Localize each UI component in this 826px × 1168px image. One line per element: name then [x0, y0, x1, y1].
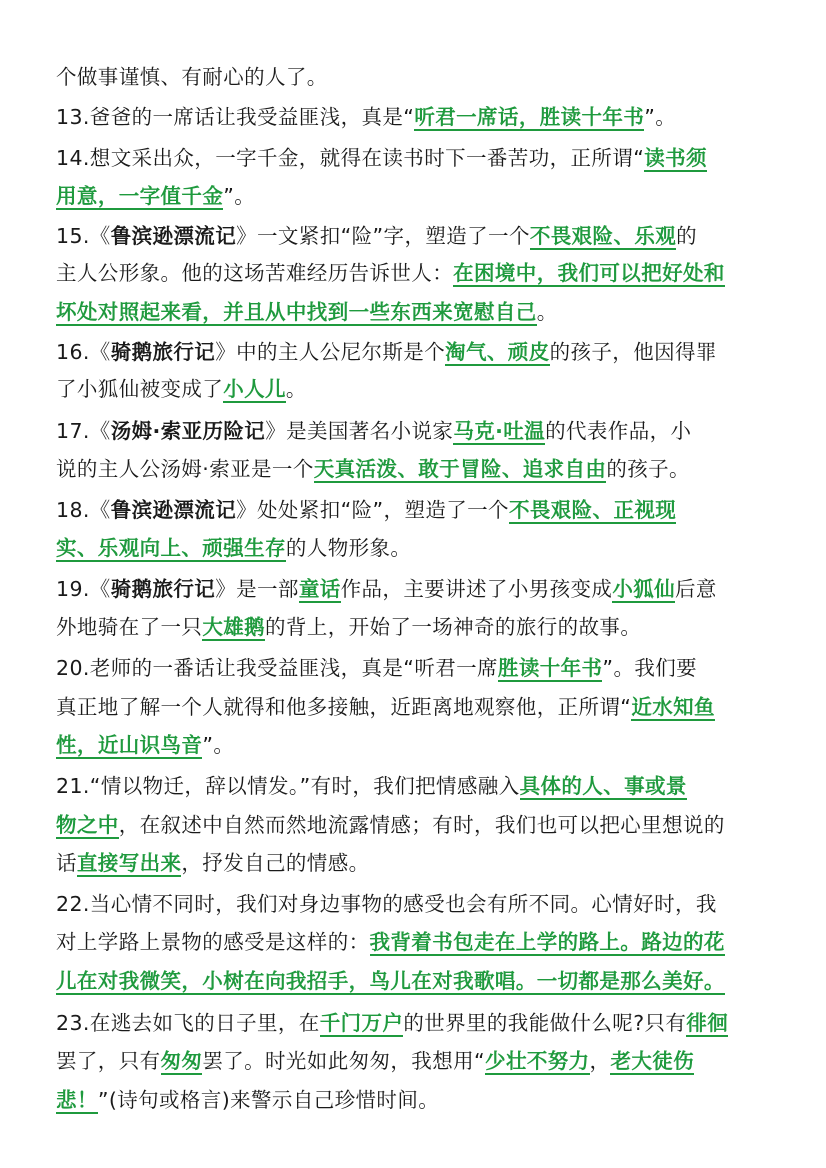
answer-text: 我背着书包走在上学的路上。路边的花: [369, 930, 725, 954]
body-text: 个做事谨慎、有耐心的人了。: [56, 65, 328, 89]
body-text: 21.“情以物迁，辞以情发。”有时，我们把情感融入: [56, 774, 520, 798]
body-text: ，: [589, 1049, 611, 1073]
text-line: [56, 1008, 778, 1038]
answer-text: 老大徒伤: [610, 1049, 695, 1073]
answer-text: ，: [518, 105, 540, 129]
text-line: [56, 848, 778, 878]
book-title: 汤姆·索亚历险记: [110, 419, 266, 443]
answer-text: ！: [76, 1088, 98, 1112]
text-line: [56, 966, 778, 996]
body-text: 外地骑在了一只: [56, 615, 203, 639]
body-text: ”。: [202, 733, 235, 757]
answer-text: 一字值千金: [118, 184, 224, 208]
book-title: 骑鹅旅行记: [110, 577, 216, 601]
answer-text: 性: [56, 733, 77, 757]
text-line: [56, 62, 778, 92]
body-text: 。: [285, 377, 307, 401]
answer-text: 物之中: [56, 813, 119, 837]
body-text: 罢了，只有: [56, 1049, 161, 1073]
body-text: 的背上，开始了一场神奇的旅行的故事。: [265, 615, 642, 639]
text-line: [56, 1085, 778, 1115]
answer-text: 徘徊: [686, 1011, 729, 1035]
answer-text: 儿在对我微笑，小树在向我招手，鸟儿在对我歌唱。一切都是那么美好。: [56, 969, 725, 993]
answer-text: 坏处对照起来看，并且从中找到一些东西来宽慰自己: [56, 300, 537, 324]
answer-text: 千门万户: [319, 1011, 404, 1035]
text-line: [56, 416, 778, 446]
text-line: [56, 102, 778, 132]
text-line: [56, 143, 778, 173]
body-text: 》是美国著名小说家: [265, 419, 454, 443]
body-text: 的孩子。: [606, 457, 690, 481]
body-text: 真正地了解一个人就得和他多接触，近距离地观察他，正所谓“: [56, 695, 632, 719]
body-text: 14.想文采出众，一字千金，就得在读书时下一番苦功，正所谓“: [56, 146, 645, 170]
text-line: [56, 612, 778, 642]
body-text: ”。: [223, 184, 256, 208]
answer-text: 实、乐观向上、顽强生存: [56, 536, 286, 560]
body-text: 》是一部: [215, 577, 299, 601]
book-title: 鲁滨逊漂流记: [110, 224, 237, 248]
body-text: 说的主人公汤姆·索亚是一个: [56, 457, 314, 481]
answer-text: 悲: [56, 1088, 77, 1112]
body-text: 的人物形象。: [285, 536, 412, 560]
answer-text: 少壮不努力: [485, 1049, 590, 1073]
answer-text: ，: [76, 733, 98, 757]
body-text: 后意: [675, 577, 717, 601]
text-line: [56, 374, 778, 404]
answer-text: 直接写出来: [76, 851, 182, 875]
body-text: 》一文紧扣“险”字，塑造了一个: [236, 224, 530, 248]
body-text: 》处处紧扣“险”，塑造了一个: [236, 498, 509, 522]
answer-text: 马克·吐温: [453, 419, 546, 443]
answer-text: 近山识鸟音: [97, 733, 203, 757]
body-text: 18.《: [56, 498, 111, 522]
text-line: [56, 889, 778, 919]
body-text: 的代表作品，小: [545, 419, 692, 443]
answer-text: 近水知鱼: [631, 695, 715, 719]
body-text: 的孩子，他因得罪: [549, 340, 717, 364]
answer-text: 胜读十年书: [539, 105, 645, 129]
text-line: [56, 181, 778, 211]
book-title: 骑鹅旅行记: [110, 340, 216, 364]
text-line: [56, 337, 778, 367]
text-line: [56, 653, 778, 683]
answer-text: 听君一席话: [414, 105, 519, 129]
text-line: [56, 574, 778, 604]
answer-text: 匆匆: [160, 1049, 203, 1073]
body-text: 22.当心情不同时，我们对身边事物的感受也会有所不同。心情好时，我: [56, 892, 717, 916]
body-text: 16.《: [56, 340, 111, 364]
text-line: [56, 1046, 778, 1076]
body-text: 对上学路上景物的感受是这样的：: [56, 930, 370, 954]
text-line: [56, 730, 778, 760]
body-text: ”(诗句或格言)来警示自己珍惜时间。: [97, 1088, 440, 1112]
text-line: [56, 495, 778, 525]
body-text: 19.《: [56, 577, 111, 601]
body-text: ，在叙述中自然而然地流露情感；有时，我们也可以把心里想说的: [118, 813, 725, 837]
text-line: [56, 692, 778, 722]
body-text: 作品，主要讲述了小男孩变成: [340, 577, 613, 601]
body-text: 。: [536, 300, 558, 324]
body-text: 17.《: [56, 419, 111, 443]
body-text: 的: [676, 224, 698, 248]
answer-text: 童话: [298, 577, 341, 601]
answer-text: 不畏艰险、乐观: [529, 224, 677, 248]
answer-text: 淘气、顽皮: [445, 340, 550, 364]
body-text: 20.老师的一番话让我受益匪浅，真是“听君一席: [56, 656, 498, 680]
body-text: 》中的主人公尼尔斯是个: [215, 340, 446, 364]
book-title: 鲁滨逊漂流记: [110, 498, 237, 522]
body-text: ”。: [644, 105, 677, 129]
text-line: [56, 533, 778, 563]
text-line: [56, 297, 778, 327]
answer-text: 在困境中，我们可以把好处和: [453, 261, 725, 285]
answer-text: 天真活泼、敢于冒险、追求自由: [313, 457, 607, 481]
body-text: 15.《: [56, 224, 111, 248]
text-line: [56, 927, 778, 957]
body-text: 的世界里的我能做什么呢?只有: [403, 1011, 687, 1035]
body-text: ，抒发自己的情感。: [181, 851, 370, 875]
body-text: 罢了。时光如此匆匆，我想用“: [202, 1049, 486, 1073]
answer-text: 胜读十年书: [497, 656, 603, 680]
answer-text: ，: [97, 184, 119, 208]
body-text: 话: [56, 851, 77, 875]
body-text: 主人公形象。他的这场苦难经历告诉世人：: [56, 261, 454, 285]
body-text: ”。我们要: [602, 656, 698, 680]
body-text: 13.爸爸的一席话让我受益匪浅，真是“: [56, 105, 415, 129]
body-text: 23.在逃去如飞的日子里，在: [56, 1011, 320, 1035]
text-line: [56, 221, 778, 251]
answer-text: 具体的人、事或景: [519, 774, 687, 798]
text-line: [56, 810, 778, 840]
body-text: 了小狐仙被变成了: [56, 377, 224, 401]
answer-text: 小狐仙: [612, 577, 676, 601]
answer-text: 大雄鹅: [202, 615, 266, 639]
text-line: [56, 771, 778, 801]
answer-text: 小人儿: [223, 377, 286, 401]
text-line: [56, 454, 778, 484]
text-line: [56, 258, 778, 288]
answer-text: 用意: [56, 184, 98, 208]
answer-text: 读书须: [644, 146, 707, 170]
answer-text: 不畏艰险、正视现: [508, 498, 677, 522]
